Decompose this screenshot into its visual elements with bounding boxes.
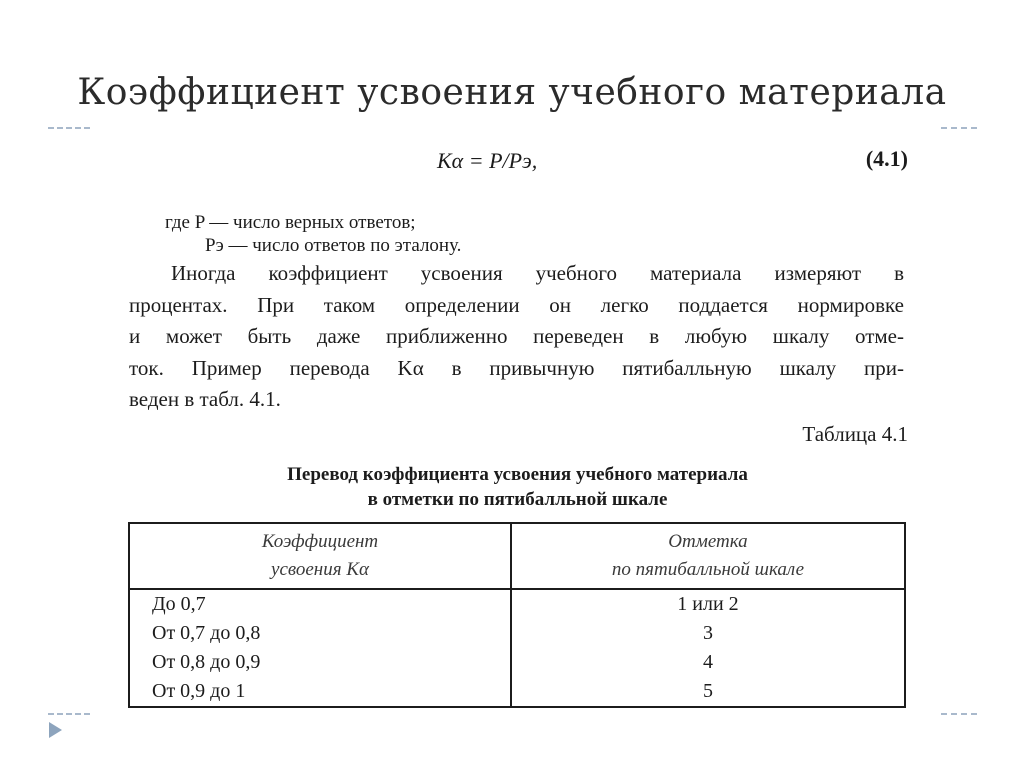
paragraph-line: веден в табл. 4.1. — [129, 387, 281, 411]
table-caption-line: в отметки по пятибалльной шкале — [367, 489, 668, 510]
table-cell: 3 — [511, 619, 905, 648]
table-cell: 5 — [511, 677, 905, 707]
table-cell: 4 — [511, 648, 905, 677]
header-line: усвоения Kα — [271, 559, 369, 580]
table-label: Таблица 4.1 — [802, 422, 908, 446]
table-cell: От 0,8 до 0,9 — [129, 648, 511, 677]
table-row — [129, 589, 905, 619]
decorative-dash-top-left — [48, 127, 90, 129]
table-cell: От 0,9 до 1 — [129, 677, 511, 707]
paragraph-line: ток. Пример перевода Kα в привычную пятибалльную шкалу при- — [129, 355, 904, 380]
definition-line: Pэ — число ответов по эталону. — [205, 235, 462, 256]
document-scan — [125, 140, 910, 705]
decorative-dash-bottom-right — [941, 713, 977, 715]
table-row — [129, 619, 905, 648]
formula-number: (4.1) — [865, 146, 908, 171]
paragraph-line: и может быть даже приближенно переведен в любую шкалу отме- — [129, 324, 904, 348]
decorative-dash-bottom-left — [48, 713, 90, 715]
column-header-coefficient — [129, 523, 511, 589]
table-cell: До 0,7 — [129, 589, 511, 619]
table-caption-line: Перевод коэффициента усвоения учебного материала — [287, 464, 748, 485]
decorative-dash-top-right — [941, 127, 977, 129]
header-line: Отметка — [668, 531, 748, 552]
column-header-grade — [511, 523, 905, 589]
table-cell: 1 или 2 — [511, 589, 905, 619]
definition-line: где P — число верных ответов; — [165, 212, 416, 233]
header-line: Коэффициент — [261, 531, 379, 552]
table-row — [129, 648, 905, 677]
paragraph-line: Иногда коэффициент усвоения учебного материала измеряют в — [171, 261, 904, 285]
header-line: по пятибалльной шкале — [611, 559, 805, 580]
formula: Kα = P/Pэ, — [437, 148, 538, 173]
next-slide-arrow-icon[interactable] — [49, 722, 62, 738]
table-cell: От 0,7 до 0,8 — [129, 619, 511, 648]
paragraph-line: процентах. При таком определении он легко поддается нормировке — [129, 292, 904, 317]
table-caption — [125, 462, 910, 512]
conversion-table — [128, 522, 906, 708]
body-paragraph — [129, 258, 904, 416]
table-row — [129, 677, 905, 707]
slide-title: Коэффициент усвоения учебного материала — [77, 72, 947, 113]
